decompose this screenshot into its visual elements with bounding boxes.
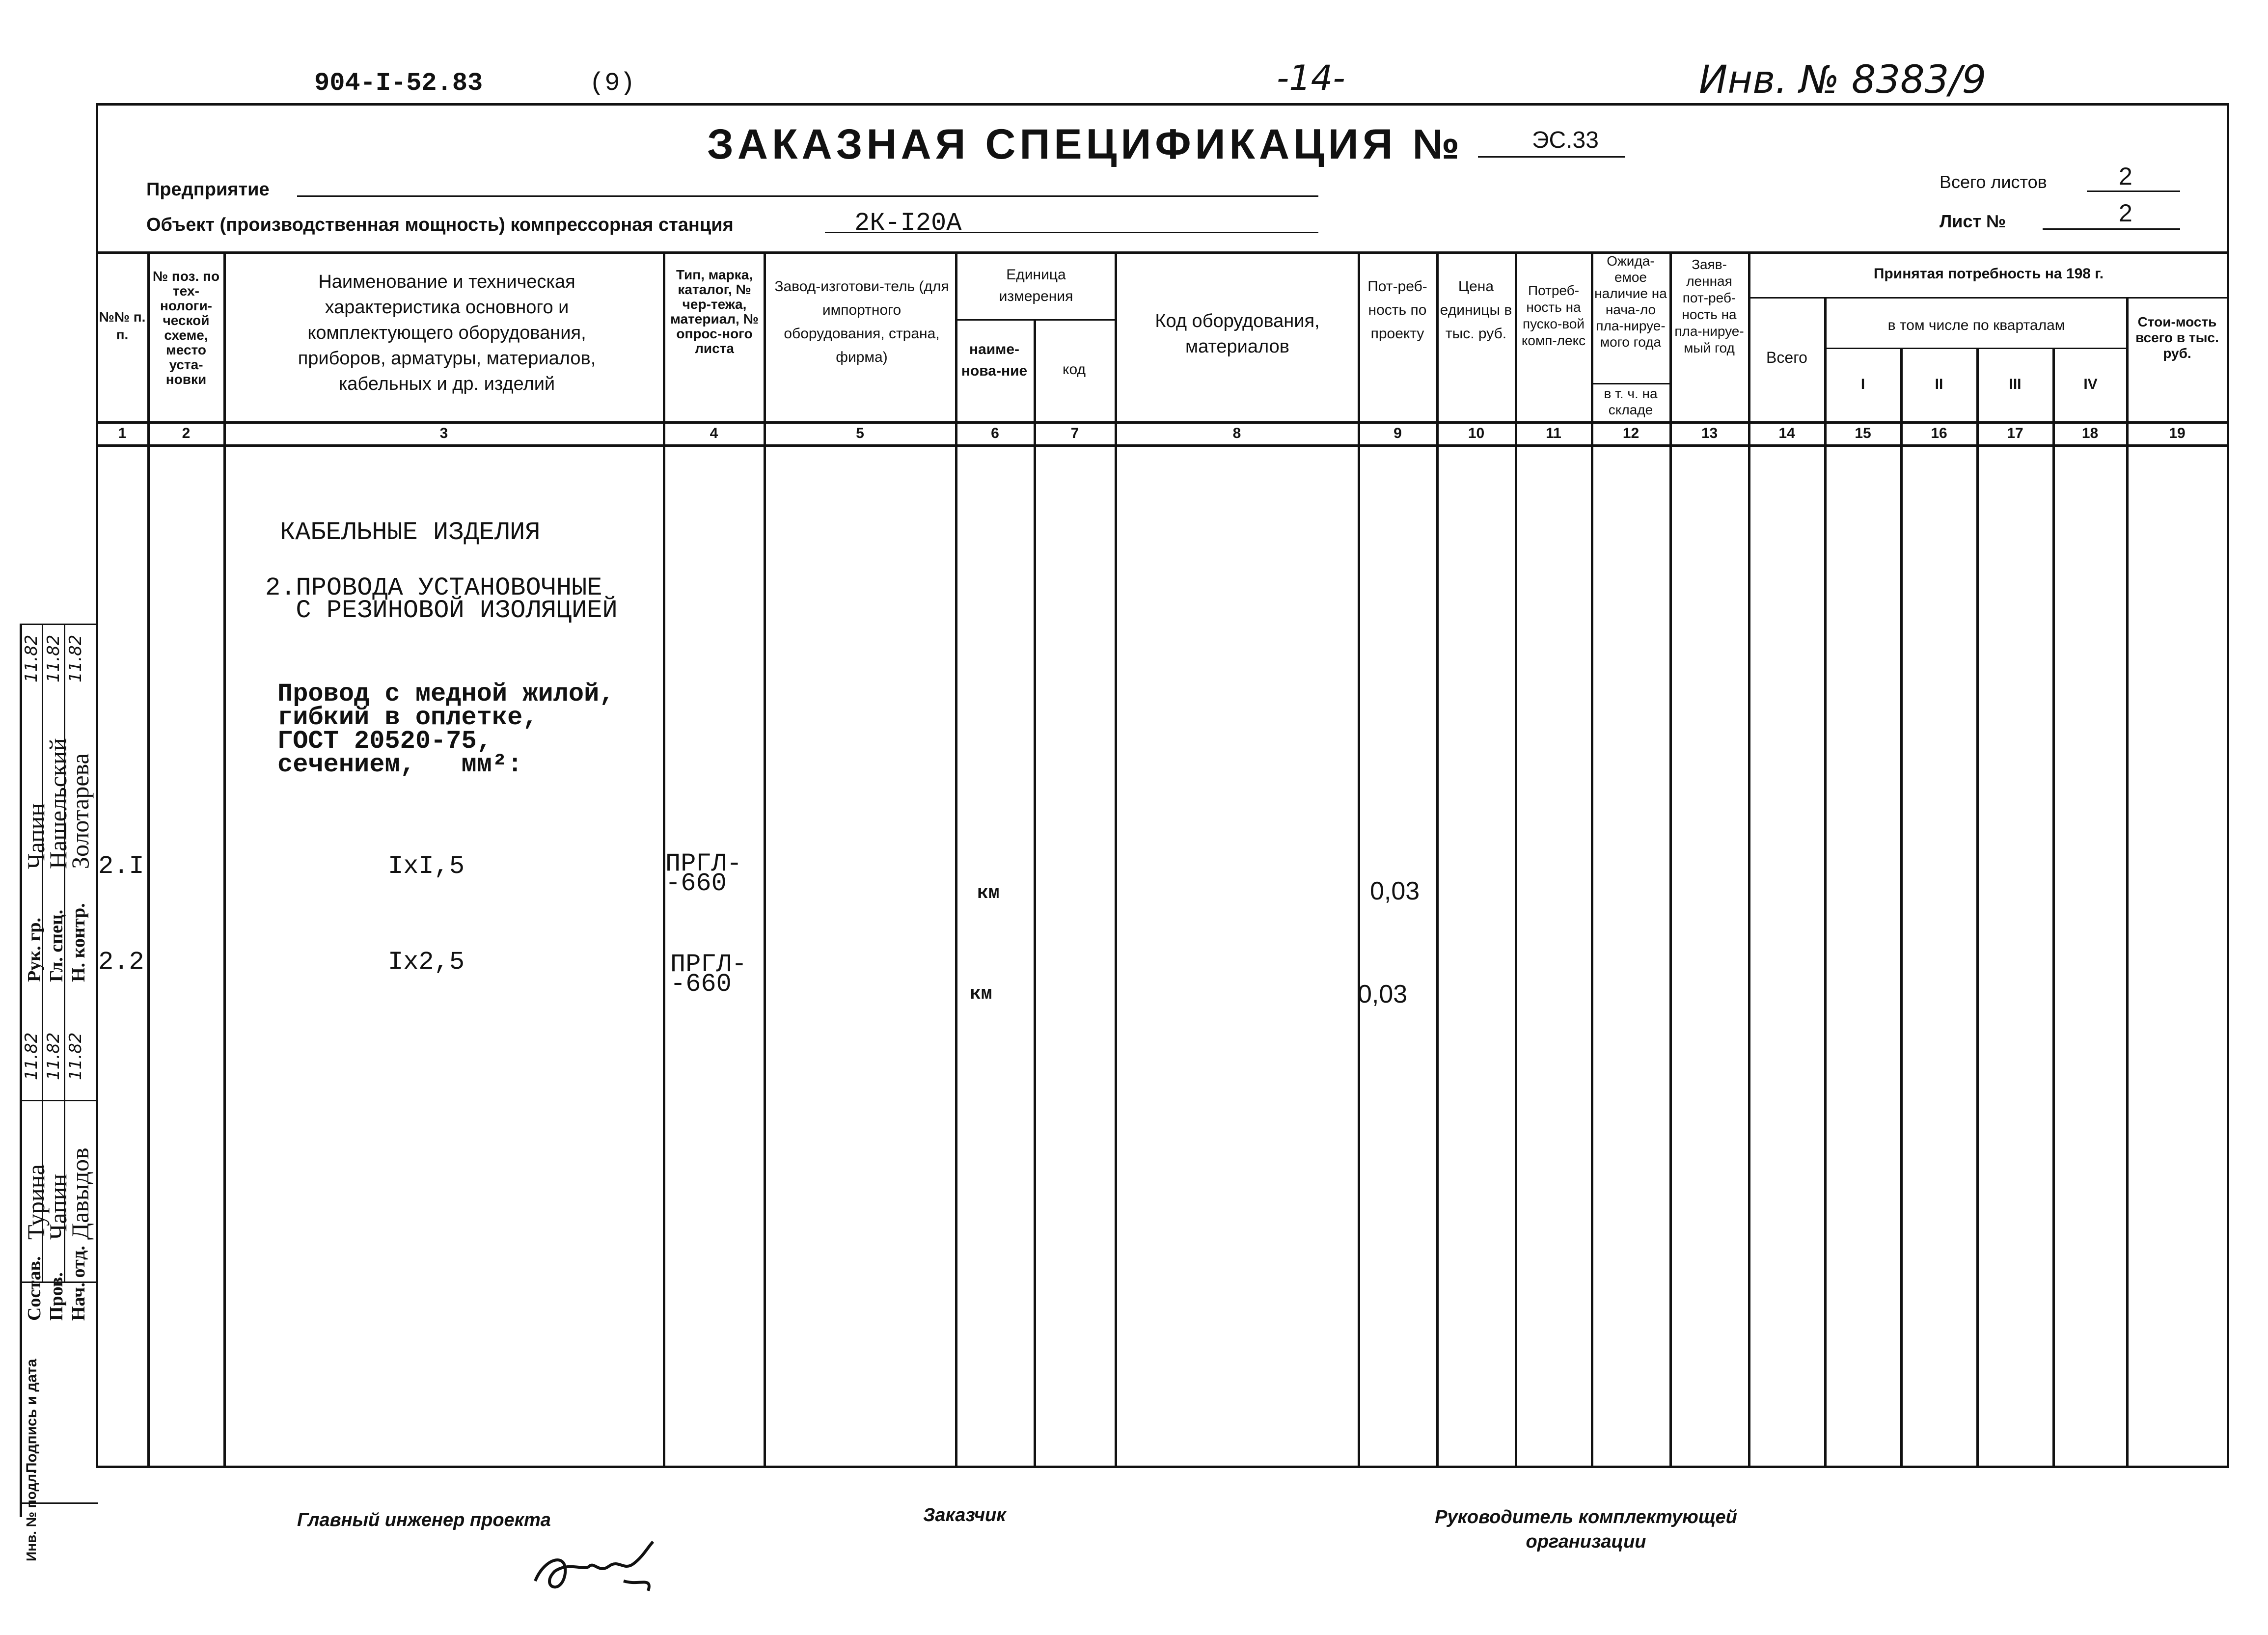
stamp-role: Н. контр.	[68, 903, 89, 982]
table-row-type: ПРГЛ- -660	[665, 849, 742, 898]
accepted-sub-rule	[1748, 297, 2227, 299]
table-row-name: IxI,5	[388, 852, 465, 881]
col-number: 7	[1070, 425, 1079, 441]
table-row-name: Ix2,5	[388, 948, 465, 977]
object-value: 2К-I20А	[854, 209, 962, 238]
header-c12: Ожида-емое наличие на нача-ло пла-нируе-мого года	[1594, 253, 1667, 350]
table-row-unit: км	[977, 883, 1000, 904]
enterprise-line	[297, 195, 1318, 197]
col-rule-18	[2126, 297, 2129, 1466]
header-quarters: в том числе по кварталам	[1887, 317, 2065, 333]
col-number: 4	[710, 425, 718, 441]
c12-sub-rule	[1591, 383, 1669, 384]
stamp-name: Нашельский	[44, 738, 72, 869]
header-q2: II	[1935, 376, 1943, 392]
sheet-label: Лист №	[1940, 211, 2006, 231]
table-numbers-rule	[96, 421, 2227, 424]
stamp-name: Золотарева	[66, 753, 94, 869]
stamp-role: Состав.	[24, 1256, 45, 1321]
col-number: 10	[1468, 425, 1485, 441]
table-row-qty: 0,03	[1370, 877, 1420, 905]
doc-number: (9)	[589, 69, 635, 98]
col-number: 13	[1701, 425, 1718, 441]
doc-code: 904-I-52.83	[314, 69, 483, 98]
stamp-name: Чапин	[22, 803, 50, 869]
stamp-name: Давыдов	[66, 1147, 94, 1240]
header-c19: Стои-мость всего в тыс. руб.	[2135, 314, 2219, 361]
header-c8: Код оборудования, материалов	[1155, 311, 1320, 357]
customer-label: Заказчик	[923, 1505, 1006, 1526]
stamp-name: Турина	[22, 1164, 50, 1240]
header-c10: Цена единицы в тыс. руб.	[1440, 278, 1512, 342]
spec-number: ЭС.33	[1532, 127, 1599, 153]
header-c14: Всего	[1766, 349, 1807, 366]
stamp-date: 11.82	[22, 634, 41, 682]
table-row-qty: 0,03	[1358, 980, 1408, 1008]
header-c13: Заяв-ленная пот-реб-ность на пла-нируе-мый год	[1674, 257, 1744, 355]
header-accepted: Принятая потребность на 198 г.	[1873, 266, 2104, 282]
total-sheets-label: Всего листов	[1940, 172, 2047, 192]
frame-top	[96, 103, 2227, 106]
header-c3: Наименование и техническая характеристика основного и комплектующего оборудования, приборов, арматуры, материалов, кабельных и др. изделий	[298, 272, 596, 394]
stamp-rule-e	[20, 1100, 98, 1101]
header-c9: Пот-реб-ность по проекту	[1367, 278, 1427, 342]
col-number: 17	[2007, 425, 2023, 441]
chief-signature	[525, 1527, 673, 1601]
header-unit: Единица измерения	[999, 267, 1073, 304]
supplier-label: Руководитель комплектующей организации	[1435, 1507, 1737, 1552]
stamp-role: Нач. отд.	[68, 1246, 89, 1321]
quarters-sub-rule	[1824, 348, 2126, 349]
item-description: Провод с медной жилой, гибкий в оплетке, ГОСТ 20520-75, сечением, мм²:	[277, 680, 615, 779]
stamp-rule-d	[20, 624, 98, 625]
header-q3: III	[2009, 376, 2022, 392]
stamp-role: Пров.	[46, 1272, 67, 1321]
col-number: 6	[991, 425, 999, 441]
header-c11: Потреб-ность на пуско-вой комп-лекс	[1521, 283, 1586, 348]
table-row-type: ПРГЛ- -660	[670, 950, 747, 999]
sheet-value: 2	[2119, 199, 2132, 227]
inventory-number: Инв. № 8383/9	[1699, 58, 1987, 102]
col-number: 12	[1622, 425, 1640, 441]
stamp-date: 11.82	[44, 1032, 63, 1080]
stamp-date: 11.82	[22, 1032, 41, 1080]
total-sheets-value: 2	[2119, 163, 2132, 190]
col-rule-15	[1900, 348, 1903, 1466]
frame-left	[96, 103, 98, 1468]
header-c6: наиме-нова-ние	[961, 341, 1028, 379]
col-number: 5	[856, 425, 864, 441]
header-c12-sub: в т. ч. на складе	[1604, 386, 1658, 417]
col-number: 16	[1931, 425, 1947, 441]
chief-engineer-label: Главный инженер проекта	[297, 1510, 551, 1530]
header-c7: код	[1063, 361, 1086, 378]
header-c4: Тип, марка, каталог, № чер-тежа, материал, № опрос-ного листа	[670, 267, 759, 356]
spec-number-underline	[1478, 156, 1625, 158]
col-number: 9	[1394, 425, 1402, 441]
col-number: 19	[2169, 425, 2186, 441]
stamp-date: 11.82	[66, 634, 85, 682]
sign-date-label: Подпись и дата	[24, 1359, 40, 1473]
inv-podl-label: Инв. № подл.	[24, 1470, 39, 1561]
col-number: 2	[182, 425, 191, 441]
col-number: 3	[439, 425, 448, 441]
table-body-rule	[96, 444, 2227, 447]
header-c1: №№ п. п.	[99, 309, 146, 342]
col-number: 18	[2081, 425, 2099, 441]
object-line	[825, 232, 1318, 233]
page-number: -14-	[1277, 58, 1345, 98]
col-number: 1	[118, 425, 127, 441]
group-title: 2.ПРОВОДА УСТАНОВОЧНЫЕ С РЕЗИНОВОЙ ИЗОЛЯЦИЕЙ	[265, 573, 618, 625]
stamp-name: Чапин	[44, 1173, 72, 1240]
col-number: 8	[1232, 425, 1241, 441]
stamp-date: 11.82	[66, 1032, 85, 1080]
table-row-unit: км	[970, 983, 992, 1005]
col-number: 11	[1546, 425, 1561, 441]
col-number: 14	[1778, 425, 1795, 441]
frame-bottom	[96, 1466, 2227, 1468]
table-row-number: 2.2	[98, 948, 144, 977]
spec-title: ЗАКАЗНАЯ СПЕЦИФИКАЦИЯ №	[707, 121, 1464, 168]
enterprise-label: Предприятие	[146, 179, 270, 200]
table-top-rule	[96, 251, 2227, 254]
sheet-line	[2043, 228, 2180, 230]
col-rule-14	[1824, 297, 1827, 1466]
header-q1: I	[1860, 376, 1865, 392]
header-c5: Завод-изготови-тель (для импортного оборудования, страна, фирма)	[774, 278, 949, 365]
total-sheets-line	[2087, 191, 2180, 192]
col-rule-16	[1976, 348, 1979, 1466]
table-row-number: 2.I	[98, 852, 144, 881]
stamp-role: Рук. гр.	[24, 918, 45, 982]
stamp-date: 11.82	[44, 634, 63, 682]
col-rule-17	[2052, 348, 2055, 1466]
col-rule-6	[1034, 319, 1036, 1466]
frame-right	[2227, 103, 2229, 1468]
object-label: Объект (производственная мощность) компрессорная станция	[146, 215, 734, 235]
stamp-role: Гл. спец.	[46, 909, 67, 982]
header-c2: № поз. по тех-нологи-ческой схеме, место уста-новки	[152, 269, 220, 387]
col-number: 15	[1855, 425, 1871, 441]
section-title: КАБЕЛЬНЫЕ ИЗДЕЛИЯ	[280, 518, 541, 547]
header-q4: IV	[2083, 376, 2098, 392]
